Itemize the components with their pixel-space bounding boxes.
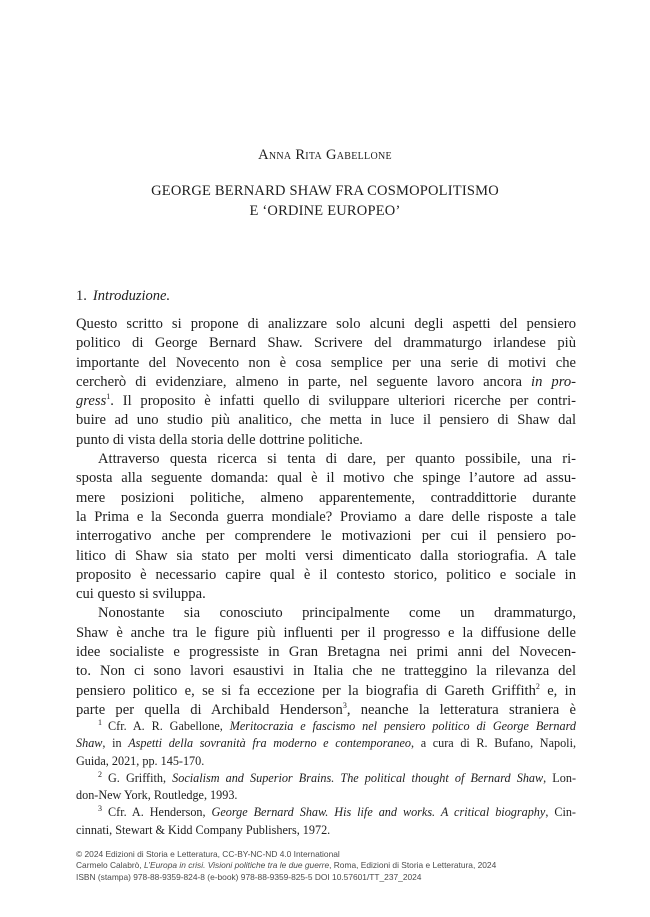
footnote-text: Cfr. A. Henderson, bbox=[108, 805, 206, 820]
body-line bbox=[76, 682, 576, 701]
body-line: litico di Shaw sia stato per molti versi dimenticato dalla storiografia. A tale bbox=[76, 547, 576, 564]
footnote-1 bbox=[76, 718, 576, 735]
body-line: idee socialiste e progressiste in Gran Bretagna nei primi anni del Novecen- bbox=[76, 644, 576, 661]
chapter-title bbox=[60, 181, 590, 221]
footnote-ref-3[interactable]: 3 bbox=[342, 701, 347, 711]
footnote-text: , Cin- bbox=[545, 805, 576, 820]
footnote-3 bbox=[76, 804, 576, 821]
footnote-ref-1[interactable]: 1 bbox=[106, 392, 111, 402]
isbn-line: ISBN (stampa) 978-88-9359-824-8 (e-book) 978-88-9359-825-5 DOI 10.57601/TT_237_2024 bbox=[76, 871, 422, 882]
body-line: sposta alla seguente domanda: qual è il motivo che spinge l’autore ad assu- bbox=[76, 470, 576, 487]
citation-publisher: , Roma, Edizioni di Storia e Letteratura, 2024 bbox=[329, 860, 497, 871]
copyright-notice bbox=[76, 849, 596, 883]
footnote-text: Cfr. A. R. Gabellone, bbox=[108, 719, 223, 733]
chapter-title-line-2: E ‘ORDINE EUROPEO’ bbox=[249, 203, 401, 219]
italic-term: in pro- bbox=[531, 373, 577, 390]
body-text-run: e, in bbox=[539, 682, 576, 699]
footnote-1-cont bbox=[76, 735, 576, 752]
footnote-italic: Meritocrazia e fascismo nel pensiero politico di George Bernard bbox=[229, 719, 576, 733]
footnote-text: , in bbox=[102, 736, 122, 751]
footnote-italic: George Bernard Shaw. His life and works. A critical biography bbox=[211, 805, 546, 820]
body-line: Nonostante sia conosciuto principalmente come un drammaturgo, bbox=[98, 605, 576, 622]
footnote-text: , a cura di R. Bufano, Napoli, bbox=[411, 736, 576, 751]
chapter-title-line-1: GEORGE BERNARD SHAW FRA COSMOPOLITISMO bbox=[151, 183, 499, 199]
body-text-run: , neanche la letteratura straniera è bbox=[346, 701, 576, 718]
section-label: Introduzione. bbox=[92, 288, 171, 304]
body-line: to. Non ci sono lavori esaustivi in Italia che ne tratteggino la rilevanza del bbox=[76, 663, 576, 680]
body-line: mere posizioni politiche, almeno apparentemente, contraddittorie durante bbox=[76, 489, 576, 506]
footnote-text: , Lon- bbox=[543, 770, 576, 785]
footnote-italic: Aspetti della sovranità fra moderno e contemporaneo bbox=[128, 736, 412, 751]
body-text-run: . Il proposito è infatti quello di sviluppare ulteriori ricerche per contri- bbox=[110, 393, 576, 410]
citation-line bbox=[76, 860, 596, 871]
italic-term: gress bbox=[76, 393, 107, 410]
book-title: L’Europa in crisi. Visioni politiche tra le due guerre bbox=[143, 860, 330, 871]
footnote-marker: 3 bbox=[98, 804, 102, 814]
body-line: buire ad uno studio più analitico, che metta in luce il pensiero di Shaw dal bbox=[76, 412, 576, 429]
footnote-2-cont: don-New York, Routledge, 1993. bbox=[76, 788, 238, 803]
author-name: Anna Rita Gabellone bbox=[258, 147, 392, 163]
body-line: la Prima e la Seconda guerra mondiale? Proviamo a dare delle risposte a tale bbox=[76, 508, 576, 525]
body-line: importante del Novecento non è cosa semplice per una serie di motivi che bbox=[76, 354, 576, 371]
footnotes bbox=[76, 718, 576, 839]
footnote-2 bbox=[76, 770, 576, 787]
body-line: politico di George Bernard Shaw. Scrivere del drammaturgo irlandese più bbox=[76, 335, 576, 352]
footnote-3-cont: cinnati, Stewart & Kidd Company Publishers, 1972. bbox=[76, 822, 331, 837]
body-line: Attraverso questa ricerca si tenta di dare, per quanto possibile, una ri- bbox=[98, 451, 576, 468]
body-line: interrogativo anche per comprendere le motivazioni per cui il pensiero po- bbox=[76, 528, 576, 545]
footnote-1-cont: Guida, 2021, pp. 145-170. bbox=[76, 753, 205, 768]
body-line: cui questo si sviluppa. bbox=[76, 586, 206, 603]
license-line: © 2024 Edizioni di Storia e Letteratura, CC-BY-NC-ND 4.0 International bbox=[76, 849, 340, 859]
body-line bbox=[76, 373, 576, 392]
footnote-italic: Socialism and Superior Brains. The political thought of Bernard Shaw bbox=[172, 770, 544, 785]
section-heading bbox=[76, 288, 170, 305]
footnote-ref-2[interactable]: 2 bbox=[535, 681, 540, 691]
body-line: Questo scritto si propone di analizzare solo alcuni degli aspetti del pensiero bbox=[76, 316, 576, 332]
section-number: 1. bbox=[76, 288, 87, 304]
body-text-run: pensiero politico e, se si fa eccezione per la biografia di Gareth Griffith bbox=[76, 682, 536, 699]
body-line bbox=[76, 392, 576, 411]
body-line: Shaw è anche tra le figure più influenti per il progresso e la diffusione delle bbox=[76, 624, 576, 641]
footnote-italic: Shaw bbox=[76, 736, 103, 751]
body-line: proposito è necessario capire qual è il contesto storico, politico e sociale in bbox=[76, 566, 576, 583]
body-text bbox=[76, 315, 576, 720]
footnote-text: G. Griffith, bbox=[108, 770, 167, 785]
footnote-marker: 2 bbox=[98, 769, 102, 779]
body-text-run: cercherò di evidenziare, almeno in parte, nel seguente lavoro ancora bbox=[76, 373, 522, 390]
footnote-marker: 1 bbox=[98, 717, 102, 727]
body-line: punto di vista della storia delle dottrine politiche. bbox=[76, 431, 363, 448]
body-text-run: parte per quella di Archibald Henderson bbox=[76, 701, 343, 718]
citation-author: Carmelo Calabrò, bbox=[76, 860, 142, 871]
